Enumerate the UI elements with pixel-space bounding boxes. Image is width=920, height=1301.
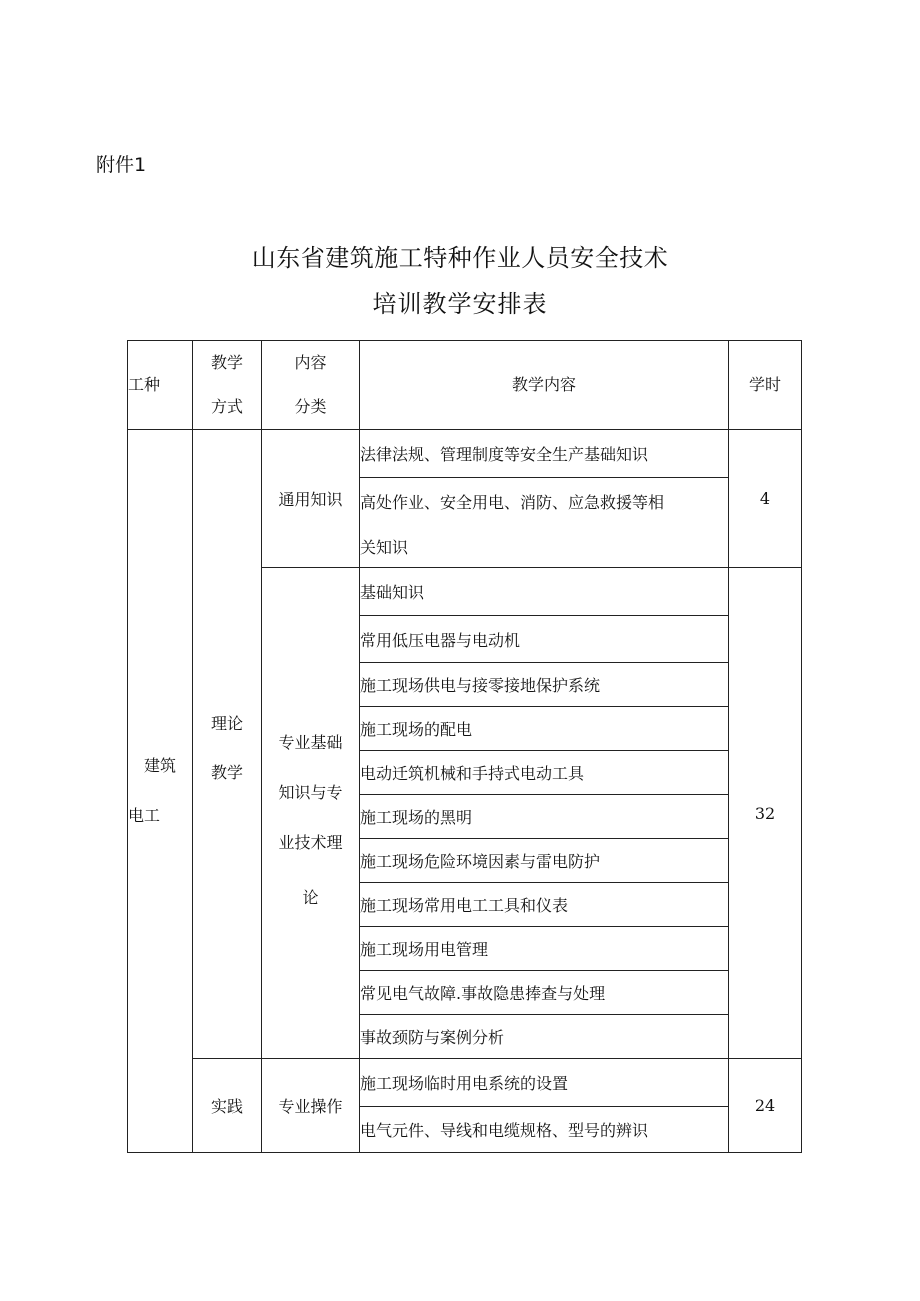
content-item: 电动迁筑机械和手持式电动工具 [360, 751, 729, 795]
category-general: 通用知识 [262, 430, 360, 568]
hours-professional: 32 [729, 568, 802, 1059]
content-item: 施工现场临时用电系统的设置 [360, 1059, 729, 1107]
content-item: 法律法规、管理制度等安全生产基础知识 [360, 430, 729, 478]
page-title: 山东省建筑施工特种作业人员安全技术 [251, 244, 669, 272]
teaching-schedule-table [127, 340, 802, 1153]
job-cell [128, 430, 193, 1153]
category-professional: 专业基础 知识与专 业技术理 论 [262, 568, 360, 1059]
content-item: 施工现场危险环境因素与雷电防护 [360, 839, 729, 883]
category-operation: 专业操作 [262, 1059, 360, 1153]
header-category: 内容 分类 [262, 341, 360, 430]
table-header-row [128, 341, 802, 430]
header-content: 教学内容 [360, 341, 729, 430]
attachment-label: 附件1 [96, 154, 147, 176]
table-row [128, 1059, 802, 1107]
content-item: 施工现场的黑明 [360, 795, 729, 839]
header-method: 教学 方式 [193, 341, 262, 430]
hours-practice: 24 [729, 1059, 802, 1153]
method-theory-cell [193, 430, 262, 1059]
header-hours: 学时 [729, 341, 802, 430]
content-item: 高处作业、安全用电、消防、应急救援等相 [360, 478, 729, 526]
job-line-1: 建筑 [143, 756, 176, 775]
page-subtitle: 培训教学安排表 [372, 290, 548, 318]
hours-general: 4 [729, 430, 802, 568]
table-row [128, 430, 802, 478]
content-item: 事故颈防与案例分析 [360, 1015, 729, 1059]
method-theory-line-1: 理论 [210, 714, 243, 733]
header-job: 工种 [128, 341, 193, 430]
content-item: 基础知识 [360, 568, 729, 616]
content-item: 常用低压电器与电动机 [360, 616, 729, 663]
content-item: 施工现场用电管理 [360, 927, 729, 971]
method-practice: 实践 [193, 1059, 262, 1153]
content-item: 施工现场常用电工工具和仪表 [360, 883, 729, 927]
content-item-continued: 关知识 [360, 526, 729, 568]
method-theory-line-2: 教学 [210, 763, 243, 782]
content-item: 电气元件、导线和电缆规格、型号的辨识 [360, 1107, 729, 1153]
job-line-2: 电工 [128, 806, 161, 825]
content-item: 施工现场的配电 [360, 707, 729, 751]
content-item: 常见电气故障.事故隐患捧查与处理 [360, 971, 729, 1015]
content-item: 施工现场供电与接零接地保护系统 [360, 663, 729, 707]
